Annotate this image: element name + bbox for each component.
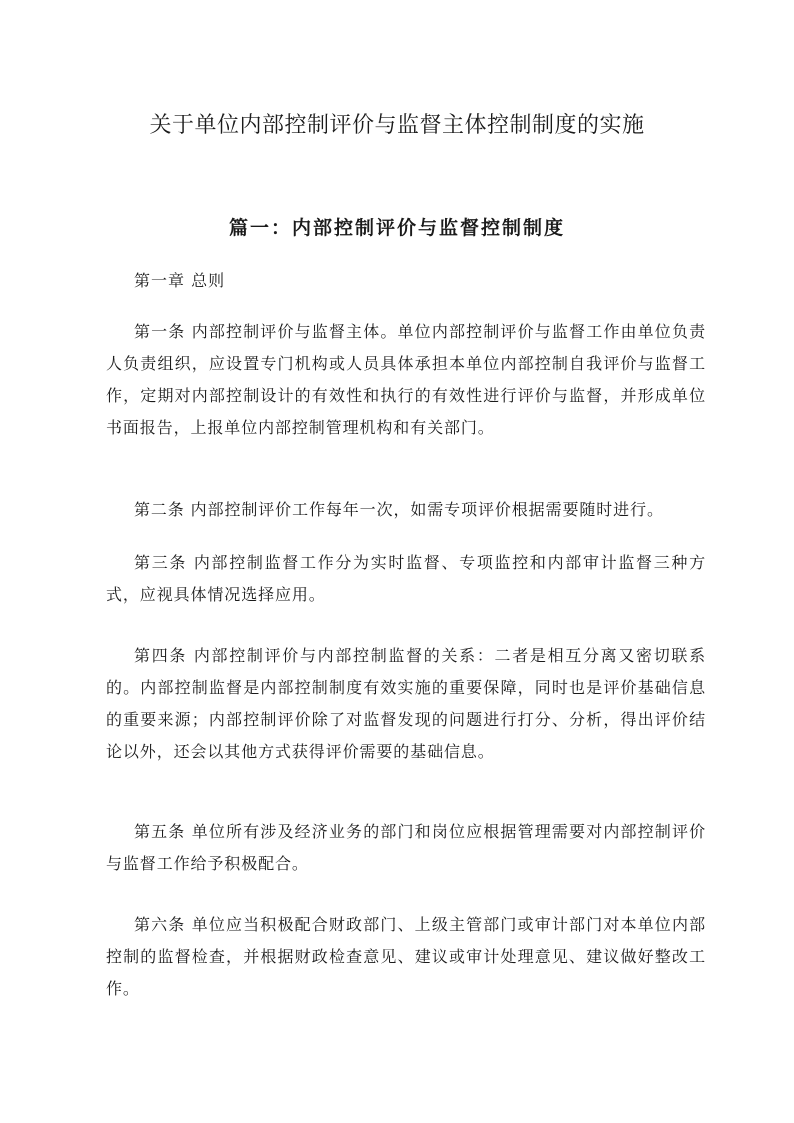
article-3: 第三条 内部控制监督工作分为实时监督、专项监控和内部审计监督三种方式，应视具体情况选择应用。 xyxy=(106,553,706,604)
article-2: 第二条 内部控制评价工作每年一次，如需专项评价根据需要随时进行。 xyxy=(134,500,664,519)
document-title: 关于单位内部控制评价与监督主体控制制度的实施 xyxy=(149,113,645,138)
chapter-heading: 第一章 总则 xyxy=(134,271,226,290)
article-4: 第四条 内部控制评价与内部控制监督的关系：二者是相互分离又密切联系的。内部控制监督是内部控制制度有效实施的重要保障，同时也是评价基础信息的重要来源；内部控制评价除了对监督发现的问题进行打分、分析，得出评价结论以外，还会以其他方式获得评价需要的基础信息。 xyxy=(106,646,706,761)
article-1: 第一条 内部控制评价与监督主体。单位内部控制评价与监督工作由单位负责人负责组织，应设置专门机构或人员具体承担本单位内部控制自我评价与监督工作，定期对内部控制设计的有效性和执行的有效性进行评价与监督，并形成单位书面报告，上报单位内部控制管理机构和有关部门。 xyxy=(106,322,706,437)
article-5: 第五条 单位所有涉及经济业务的部门和岗位应根据管理需要对内部控制评价与监督工作给予积极配合。 xyxy=(106,822,706,873)
article-6: 第六条 单位应当积极配合财政部门、上级主管部门或审计部门对本单位内部控制的监督检查，并根据财政检查意见、建议或审计处理意见、建议做好整改工作。 xyxy=(106,915,706,998)
document-subtitle: 篇一：内部控制评价与监督控制制度 xyxy=(228,217,565,239)
